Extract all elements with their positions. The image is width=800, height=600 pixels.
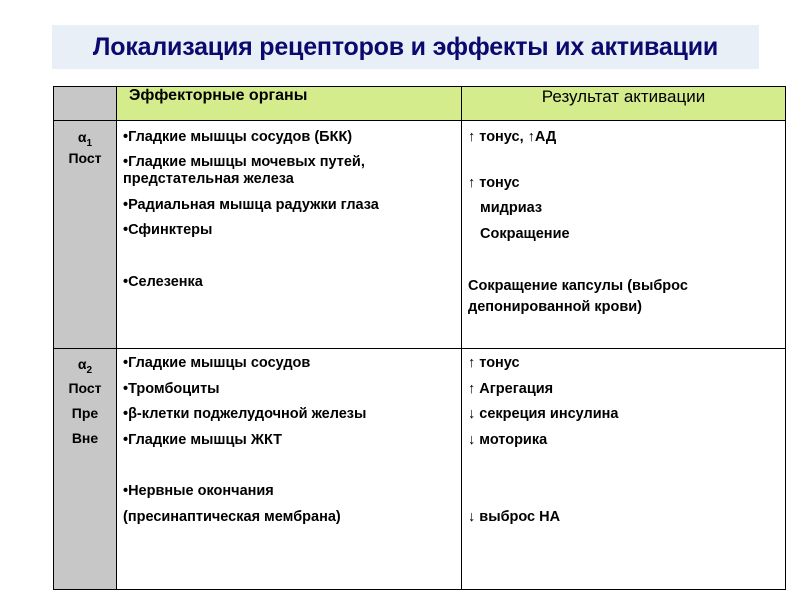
receptor-table bbox=[53, 86, 786, 590]
effect-item: ↑ тонус bbox=[468, 175, 520, 191]
effect-item: Сокращение капсулы (выброс bbox=[468, 278, 688, 294]
organ-item: •Гладкие мышцы сосудов (БКК) bbox=[123, 129, 353, 145]
organs-cell-alpha1 bbox=[117, 121, 462, 349]
receptor-cell-alpha2 bbox=[54, 349, 117, 590]
title-banner bbox=[52, 25, 759, 69]
organ-item: •Нервные окончания bbox=[123, 483, 274, 499]
effects-cell-alpha1 bbox=[462, 121, 786, 349]
receptor-location: Пре bbox=[71, 405, 99, 421]
organ-item-continuation: (пресинаптическая мембрана) bbox=[123, 509, 341, 525]
effect-item: мидриаз bbox=[480, 200, 543, 216]
receptor-name: $\alpha_2$ bbox=[77, 356, 93, 376]
effect-item: ↓ моторика bbox=[468, 432, 548, 448]
receptor-location: Пост bbox=[68, 150, 102, 166]
effect-item: ↑ Агрегация bbox=[468, 381, 554, 397]
effect-item: ↓ секреция инсулина bbox=[468, 406, 619, 422]
organ-item: •β-клетки поджелудочной железы bbox=[123, 406, 367, 422]
header-cell-organs: Эффекторные органы bbox=[117, 87, 462, 121]
effect-item: ↓ выброс НА bbox=[468, 509, 561, 525]
table-row bbox=[54, 121, 786, 349]
effect-item-continuation: депонированной крови) bbox=[468, 299, 642, 315]
organ-item-continuation: предстательная железа bbox=[123, 171, 294, 187]
receptor-name: $\alpha_1$ bbox=[77, 129, 93, 149]
receptor-cell-alpha1 bbox=[54, 121, 117, 349]
header-cell-receptor bbox=[54, 87, 117, 121]
organ-item: •Радиальная мышца радужки глаза bbox=[123, 197, 379, 213]
organ-item: •Сфинктеры bbox=[123, 222, 213, 238]
receptor-location: Вне bbox=[71, 430, 99, 446]
organs-cell-alpha2 bbox=[117, 349, 462, 590]
organ-item: •Гладкие мышцы мочевых путей, bbox=[123, 154, 365, 170]
table-row bbox=[54, 349, 786, 590]
effect-item: ↑ тонус bbox=[468, 355, 520, 371]
organ-item: •Гладкие мышцы сосудов bbox=[123, 355, 311, 371]
page-title: Локализация рецепторов и эффекты их активации bbox=[92, 32, 719, 61]
organ-item: •Селезенка bbox=[123, 274, 203, 290]
organ-item: •Тромбоциты bbox=[123, 381, 220, 397]
effects-cell-alpha2 bbox=[462, 349, 786, 590]
table-header-row bbox=[54, 87, 786, 121]
effect-item: ↑ тонус, ↑АД bbox=[468, 129, 557, 145]
organ-item: •Гладкие мышцы ЖКТ bbox=[123, 432, 283, 448]
effect-item: Сокращение bbox=[480, 226, 570, 242]
header-cell-effects: Результат активации bbox=[462, 87, 786, 121]
receptor-location: Пост bbox=[68, 380, 102, 396]
